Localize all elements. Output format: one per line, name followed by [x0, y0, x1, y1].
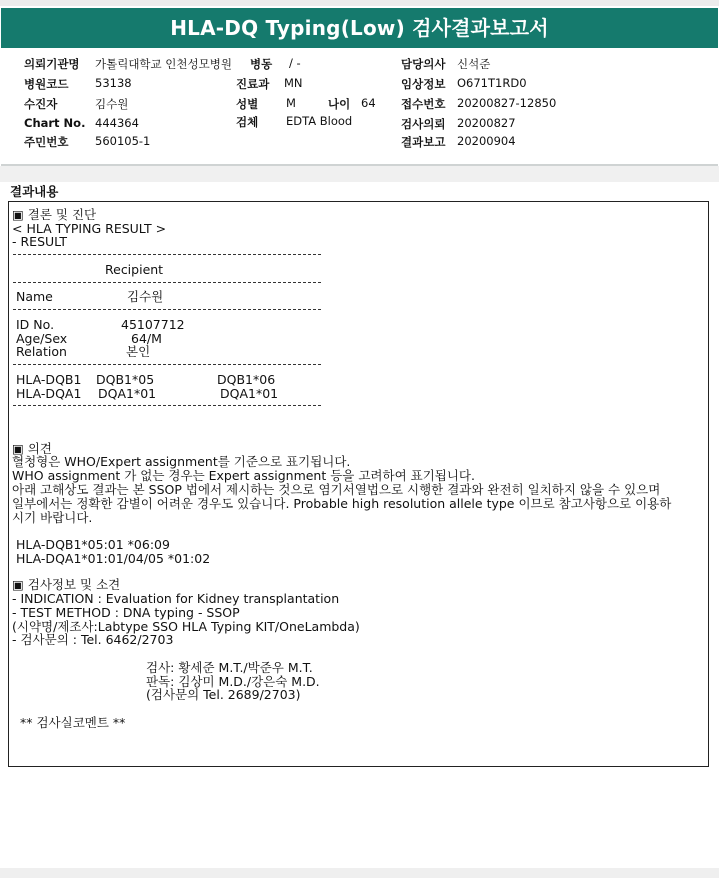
patient-label: 수진자 — [24, 97, 58, 111]
section-separator — [0, 166, 719, 182]
name-value: 김수원 — [127, 289, 164, 304]
rrn-label: 주민번호 — [24, 135, 69, 149]
dqb1-allele-1: DQB1*05 — [96, 372, 155, 387]
dqb1-label: HLA-DQB1 — [16, 372, 82, 387]
agesex-value: 64/M — [131, 331, 162, 346]
test-info-heading: ▣ 검사정보 및 소견 — [12, 577, 121, 592]
result-content-box — [8, 201, 709, 767]
report-title: HLA-DQ Typing(Low) 검사결과보고서 — [1, 8, 718, 48]
high-res-dqb1: HLA-DQB1*05:01 *06:09 — [16, 537, 170, 552]
lab-comment: ** 검사실코멘트 ** — [20, 715, 126, 730]
high-res-dqa1: HLA-DQA1*01:01/04/05 *01:02 — [16, 551, 211, 566]
sex-value: M — [286, 96, 296, 110]
examiner-line: 검사: 황세준 M.T./박준우 M.T. — [146, 660, 313, 675]
relation-label: Relation — [16, 344, 67, 359]
reagent-line: (시약명/제조사:Labtype SSO HLA Typing KIT/OneLambda) — [12, 619, 360, 634]
dept-label: 진료과 — [236, 77, 270, 91]
reader-line: 판독: 김상미 M.D./강은숙 M.D. — [146, 674, 320, 689]
divider — [13, 282, 321, 283]
sex-label: 성별 — [236, 97, 259, 111]
id-label: ID No. — [16, 317, 55, 332]
divider — [13, 254, 321, 255]
opinion-line-2: WHO assignment 가 없는 경우는 Expert assignment 등을 고려하여 표기됩니다. — [12, 468, 475, 483]
institution-label: 의뢰기관명 — [24, 57, 80, 71]
id-value: 45107712 — [121, 317, 185, 332]
clinical-value: O671T1RD0 — [457, 76, 527, 90]
doctor-value: 신석준 — [457, 57, 491, 71]
agesex-label: Age/Sex — [16, 331, 68, 346]
ward-label: 병동 — [250, 57, 273, 71]
indication-line: - INDICATION : Evaluation for Kidney transplantation — [12, 591, 340, 606]
opinion-line-4: 일부에서는 정확한 감별이 어려운 경우도 있습니다. Probable high resolution allele type 이므로 참고사항으로 이용하 — [12, 496, 672, 511]
relation-value: 본인 — [126, 344, 151, 359]
typing-result-heading: < HLA TYPING RESULT > — [12, 221, 167, 236]
recipient-label: Recipient — [105, 262, 164, 277]
inquiry-line: - 검사문의 : Tel. 6462/2703 — [12, 632, 174, 647]
dqa1-allele-1: DQA1*01 — [98, 386, 157, 401]
clinical-label: 임상정보 — [401, 77, 446, 91]
result-label: - RESULT — [12, 234, 68, 249]
opinion-line-1: 혈청형은 WHO/Expert assignment를 기준으로 표기됩니다. — [12, 454, 351, 469]
opinion-line-3: 아래 고해상도 결과는 본 SSOP 법에서 제시하는 것으로 염기서열법으로 시행한 결과와 완전히 일치하지 않을 수 있으며 — [12, 482, 661, 497]
receipt-value: 20200827-12850 — [457, 96, 557, 110]
hospital-code-value: 53138 — [95, 76, 132, 90]
conclusion-heading: ▣ 결론 및 진단 — [12, 207, 97, 222]
report-date-value: 20200904 — [457, 134, 516, 148]
dqa1-label: HLA-DQA1 — [16, 386, 82, 401]
specimen-label: 검체 — [236, 115, 259, 129]
receipt-label: 접수번호 — [401, 97, 446, 111]
opinion-heading: ▣ 의견 — [12, 441, 52, 456]
reader-tel-line: (검사문의 Tel. 2689/2703) — [146, 687, 301, 702]
window-top-band — [0, 0, 719, 6]
dept-value: MN — [284, 76, 303, 90]
hospital-code-label: 병원코드 — [24, 77, 69, 91]
patient-value: 김수원 — [95, 97, 129, 111]
rrn-value: 560105-1 — [95, 134, 151, 148]
divider — [13, 309, 321, 310]
dqa1-allele-2: DQA1*01 — [220, 386, 279, 401]
request-label: 검사의뢰 — [401, 117, 446, 131]
specimen-value: EDTA Blood — [286, 114, 353, 128]
age-label: 나이 — [328, 97, 351, 111]
age-value: 64 — [361, 96, 376, 110]
divider — [13, 364, 321, 365]
doctor-label: 담당의사 — [401, 57, 446, 71]
result-section-title: 결과내용 — [10, 184, 59, 199]
dqb1-allele-2: DQB1*06 — [217, 372, 276, 387]
name-label: Name — [16, 289, 53, 304]
ward-value: / - — [289, 56, 301, 70]
opinion-line-5: 시기 바랍니다. — [12, 510, 93, 525]
request-value: 20200827 — [457, 116, 516, 130]
divider — [13, 405, 321, 406]
chart-label: Chart No. — [24, 116, 86, 130]
chart-value: 444364 — [95, 116, 139, 130]
report-date-label: 결과보고 — [401, 135, 446, 149]
window-bottom-band — [0, 868, 719, 878]
institution-value: 가톨릭대학교 인천성모병원 — [95, 57, 232, 71]
method-line: - TEST METHOD : DNA typing - SSOP — [12, 605, 240, 620]
patient-info-panel — [1, 48, 718, 166]
